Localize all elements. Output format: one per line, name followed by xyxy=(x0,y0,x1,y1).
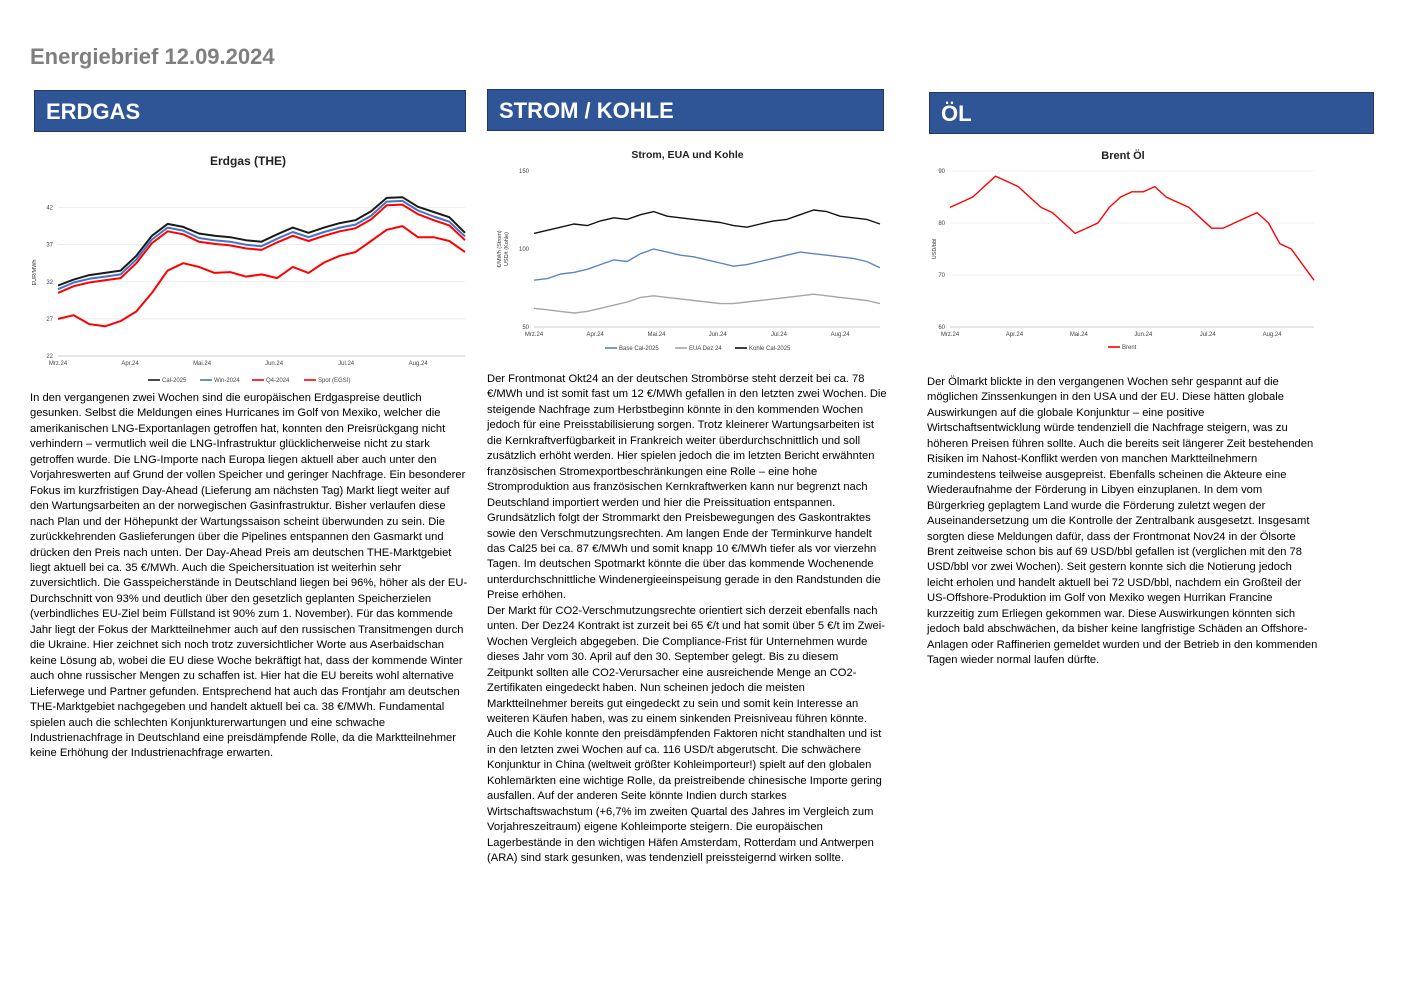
x-tick-label: Mrz.24 xyxy=(940,332,960,338)
section-heading-power: STROM / KOHLE xyxy=(487,89,884,131)
chart-erdgas-svg xyxy=(28,148,468,388)
x-tick-label: Apr.24 xyxy=(121,361,139,367)
power-paragraph-3: Auch die Kohle konnte den preisdämpfenden Faktoren nicht standhalten und ist in den letzten zwei Wochen auf ca. 116 USD/t abgerutscht. Die schwächere Konjunktur in China (weltweit größter Kohleimporteur!) spielt auf den globalen Kohlemärkten eine wichtige Rolle, da preistreibende chinesische Importe gering ausfallen. Auf der anderen Seite könnte Indien durch starkes Wirtschaftswachstum (+6,7% im zweiten Quartal des Jahres im Vergleich zum Vorjahreszeitraum) eigene Kohleimporte steigern. Die europäischen Lagerbestände in den wichtigen Häfen Amsterdam, Rotterdam und Antwerpen (ARA) sind stark gesunken, was tendenziell preissteigernd wirken sollte. xyxy=(487,728,882,865)
power-paragraph-1: Der Frontmonat Okt24 an der deutschen Strombörse steht derzeit bei ca. 78 €/MWh und ist somit fast um 12 €/MWh gefallen in den letzten zwei Wochen. Die steigende Nachfrage zum Herbstbeginn könnte in den kommenden Wochen jedoch für eine Preisstabilisierung sorgen. Trotz kleinerer Wartungsarbeiten ist die Kernkraftverfügbarkeit in Frankreich weiter überdurchschnittlich und soll zusätzlich erhöht werden. Hier spielen jedoch die im letzten Bericht erwähnten französischen Stromexportbeschränkungen eine Rolle – eine hohe Stromproduktion aus französischen Kernkraftwerken kann nur begrenzt nach Deutschland importiert werden und hier die Preissituation entspannen. Grundsätzlich folgt der Strommarkt den Preisbewegungen des Gaskontraktes sowie den Verschmutzungsrechten. Am langen Ende der Terminkurve handelt das Cal25 bei ca. 87 €/MWh und somit knapp 10 €/MWh tiefer als vor vierzehn Tagen. Im deutschen Spotmarkt könnte die über das kommende Wochenende unterdurchschnittliche Windenergieeinspeisung gerade in den Randstunden die Preise erhöhen. xyxy=(487,373,887,602)
x-tick-label: Mrz.24 xyxy=(524,332,544,338)
x-tick-label: Jun.24 xyxy=(708,332,727,338)
x-tick-label: Mrz.24 xyxy=(48,361,68,367)
x-tick-label: Aug.24 xyxy=(1262,332,1282,338)
y-tick-label: 37 xyxy=(46,242,53,249)
x-tick-label: Jul.24 xyxy=(770,332,787,338)
y-tick-label: 50 xyxy=(522,325,529,331)
chart-strom-svg xyxy=(490,146,885,358)
y-tick-label: 32 xyxy=(46,279,53,286)
y-axis-label: €/MWh (Strom) xyxy=(497,230,503,268)
y-axis-label: USD/bbl xyxy=(932,238,938,260)
power-text-block xyxy=(487,372,887,867)
legend-label: Cal-2025 xyxy=(162,378,187,384)
x-tick-label: Apr.24 xyxy=(586,332,604,338)
chart-brent-svg xyxy=(928,146,1318,356)
legend-label: Base Cal-2025 xyxy=(619,346,659,352)
chart-title: Strom, EUA und Kohle xyxy=(631,149,744,161)
series-line-2 xyxy=(534,294,880,313)
chart-title: Brent Öl xyxy=(1101,150,1145,162)
y-tick-label: 70 xyxy=(938,273,945,279)
x-tick-label: Jun.24 xyxy=(1134,332,1153,338)
y-tick-label: 42 xyxy=(46,205,53,212)
series-line-3 xyxy=(58,205,465,293)
legend-label: Kohle Cal-2025 xyxy=(749,346,791,352)
chart-erdgas xyxy=(28,148,468,388)
series-line-1 xyxy=(950,176,1314,280)
y-tick-label: 100 xyxy=(518,247,529,253)
chart-strom xyxy=(490,146,885,358)
series-line-3 xyxy=(534,210,880,233)
gas-text-block xyxy=(30,391,470,762)
y-tick-label: 150 xyxy=(518,169,529,175)
series-line-1 xyxy=(58,197,465,285)
legend-label: Q4-2024 xyxy=(266,378,290,384)
legend-label: EUA Dez 24 xyxy=(689,346,722,352)
legend-label: Win-2024 xyxy=(214,378,240,384)
y-tick-label: 27 xyxy=(46,316,53,323)
gas-paragraph: In den vergangenen zwei Wochen sind die europäischen Erdgaspreise deutlich gesunken. Selbst die Meldungen eines Hurricanes im Golf von Mexiko, welcher die amerikanischen LNG-Exportanlagen getroffen hat, konnten den Preisrückgang nicht verhindern – vermutlich weil die LNG-Infrastruktur glücklicherweise nicht zu stark getroffen wurde. Die LNG-Importe nach Europa liegen aktuell aber auch unter den Vorjahreswerten auf Grund der vollen Speicher und geringer Nachfrage. Ein besonderer Fokus im kurzfristigen Day-Ahead (Lieferung am nächsten Tag) Markt liegt weiter auf den Wartungsarbeiten an der norwegischen Gasinfrastruktur. Bisher verlaufen diese nach Plan und der Höhepunkt der Wartungssaison scheint überwunden zu sein. Die zurückkehrenden Gaslieferungen über die Pipelines entspannen den Gasmarkt und drücken den Preis nach unten. Der Day-Ahead Preis am deutschen THE-Marktgebiet liegt aktuell bei ca. 35 €/MWh. Auch die Speichersituation ist weiterhin sehr zuversichtlich. Die Gasspeicherstände in Deutschland liegen bei 96%, höher als der EU-Durchschnitt von 93% und deutlich über den gesetzlich geplanten Speicherzielen (verbindliches EU-Ziel beim Füllstand ist 90% zum 1. November). Für das kommende Jahr liegt der Fokus der Marktteilnehmer auch auf den russischen Transitmengen durch die Ukraine. Hier zeichnet sich noch trotz zuversichtlicher Worte aus Aserbaidschan keine Lösung ab, wobei die EU diese Woche bekräftigt hat, dass der kommende Winter auch ohne russischer Mengen zu schaffen ist. Hier hat die EU bereits wohl alternative Lieferwege und Partner gefunden. Entsprechend hat auch das Frontjahr am deutschen THE-Marktgebiet nachgegeben und handelt aktuell bei ca. 38 €/MWh. Fundamental spielen auch die schlechten Konjunkturerwartungen und eine schwache Industrienachfrage in Deutschland eine preisdämpfende Rolle, da die Marktteilnehmer keine Erhöhung der Industrienachfrage erwarten. xyxy=(30,392,468,760)
series-line-2 xyxy=(58,201,465,289)
x-tick-label: Jul.24 xyxy=(1199,332,1216,338)
oil-paragraph: Der Ölmarkt blickte in den vergangenen Wochen sehr gespannt auf die möglichen Zinssenkungen in den USA und der EU. Diese hätten globale Auswirkungen auf die globale Konjunktur – eine positive Wirtschaftsentwicklung würde tendenziell die Nachfrage steigern, was zu höheren Preisen führen sollte. Auch die bereits seit längerer Zeit bestehenden Risiken im Nahost-Konflikt werden von manchen Marktteilnehmern zumindestens teilweise ausgepreist. Ebenfalls scheinen die Akteure eine Wiederaufnahme der Förderung in Libyen einzuplanen. In dem vom Bürgerkrieg geplagtem Land wurde die Förderung zuletzt wegen der Auseinandersetzung um die Kontrolle der Zentralbank ausgesetzt. Insgesamt sorgten diese Meldungen dafür, dass der Frontmonat Nov24 in der Ölsorte Brent zeitweise schon bis auf 69 USD/bbl gefallen ist (verglichen mit den 78 USD/bbl vor zwei Wochen). Seit gestern konnte sich die Notierung jedoch leicht erholen und handelt aktuell bei 72 USD/bbl, nachdem ein Großteil der US-Offshore-Produktion im Golf von Mexiko wegen Hurrikan Francine kurzzeitig zum Erliegen gekommen war. Diese Auswirkungen könnten sich jedoch bald abschwächen, da bisher keine langfristige Schäden an Offshore-Anlagen oder Raffinerien gemeldet wurden und der Betrieb in den kommenden Tagen wieder normal laufen dürfte. xyxy=(927,376,1318,667)
x-tick-label: Mai.24 xyxy=(1069,332,1088,338)
x-tick-label: Jun.24 xyxy=(265,361,284,367)
oil-text-block xyxy=(927,375,1319,669)
y-tick-label: 90 xyxy=(938,169,945,175)
series-line-1 xyxy=(534,249,880,280)
page-title: Energiebrief 12.09.2024 xyxy=(30,44,275,69)
x-tick-label: Aug.24 xyxy=(408,361,428,367)
x-tick-label: Aug.24 xyxy=(830,332,850,338)
section-heading-gas: ERDGAS xyxy=(34,90,466,132)
y-tick-label: 80 xyxy=(938,221,945,227)
x-tick-label: Mai.24 xyxy=(193,361,212,367)
legend-label: Spot (EGSI) xyxy=(318,378,351,384)
y-tick-label: 60 xyxy=(938,325,945,331)
chart-title: Erdgas (THE) xyxy=(209,154,287,168)
legend-label: Brent xyxy=(1122,345,1137,351)
x-tick-label: Mai.24 xyxy=(647,332,666,338)
y-axis-label: EUR/MWh xyxy=(32,259,38,286)
section-heading-oil: ÖL xyxy=(929,92,1374,134)
y-axis-label-secondary: USD/t (Kohle) xyxy=(504,232,510,266)
power-paragraph-2: Der Markt für CO2-Verschmutzungsrechte orientiert sich derzeit ebenfalls nach unten. Der Dez24 Kontrakt ist zurzeit bei 65 €/t und hat somit über 5 €/t im Zwei-Wochen Vergleich abgegeben. Die Compliance-Frist für Unternehmen wurde dieses Jahr vom 30. April auf den 30. September gelegt. Bis zu diesem Zeitpunkt sollten alle CO2-Verursacher eine ausreichende Menge an CO2-Zertifikaten eingedeckt haben. Nun scheinen jedoch die meisten Marktteilnehmer bereits gut eingedeckt zu sein und somit kein Interesse an weiteren Käufen haben, was zu einem sinkenden Preisniveau führen könnte. xyxy=(487,604,885,725)
x-tick-label: Apr.24 xyxy=(1005,332,1024,338)
x-tick-label: Jul.24 xyxy=(338,361,355,367)
y-tick-label: 22 xyxy=(46,354,53,360)
chart-brent xyxy=(928,146,1318,356)
